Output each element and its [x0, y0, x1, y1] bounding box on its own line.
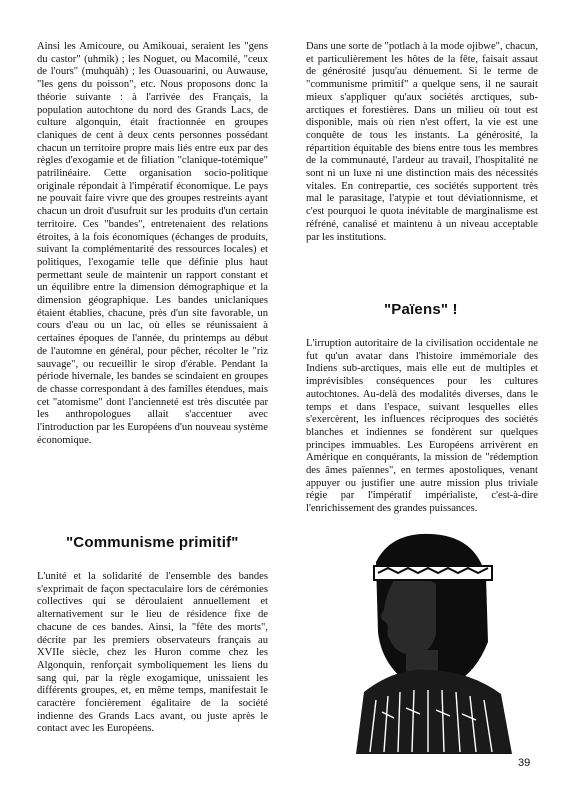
- left-column-text: [37, 41, 268, 448]
- paiens-paragraph: [306, 338, 538, 516]
- section-heading-paiens: "Païens" !: [384, 301, 458, 318]
- communisme-paragraph: [37, 571, 268, 736]
- body-paragraph: L'irruption autoritaire de la civilisation occidentale ne fut qu'un avatar dans l'histoire immémoriale des Indiens sub-arctiques, mais elle eut de multiples et imprévisibles conséquences pour les cultures autochtones. Au-delà des modalités diverses, dans le temps et dans l'espace, suivant lesquelles elles s'exercèrent, les influences réciproques des sociétés blanches et indiennes se fondèrent sur quelques principes immuables. Les Européens arrivèrent en Amérique en conquérants, la mission de "rédemption des âmes païennes", en termes apostoliques, venant appuyer ou justifier une autre mission plus triviale régie par l'impératif impérialiste, c'est-à-dire l'enrichissement des grandes puissances.: [306, 338, 538, 515]
- portrait-illustration: [336, 522, 522, 754]
- headband-shape: [374, 566, 492, 580]
- right-column-text: [306, 41, 538, 244]
- body-paragraph: Dans une sorte de "potlach à la mode ojibwe", chacun, et particulièrement les hôtes de la fête, faisait assaut de générosité jusqu'au dénuement. Si le terme de "communisme primitif" a quelque sens, il ne saurait mieux s'appliquer qu'aux sociétés arctiques, sub-arctiques et forestières. Dans un milieu où tout est disponible, mais où rien n'est offert, la vie est une conquête de tous les instants. La générosité, la répartition équitable des biens entre tous les membres de la communauté, l'ardeur au travail, l'hospitalité ne sont ni un luxe ni une distinction mais des nécessités vitales. En contrepartie, ces sociétés supportent très mal le parasitage, l'atypie et tout déviationnisme, et c'est pourquoi le quota inévitable de marginalisme est réfréné, canalisé et maintenu à un niveau acceptable par les institutions.: [306, 41, 538, 243]
- neck-shape: [406, 650, 438, 672]
- body-paragraph: L'unité et la solidarité de l'ensemble des bandes s'exprimait de façon spectaculaire lors de cérémonies collectives qui se déroulaient annuellement et alternativement sur le lieu de résidence fixe de chacune de ces bandes. Ainsi, la "fête des morts", décrite par les premiers observateurs français au XVIIe siècle, chez les Huron comme chez les Algonquin, renforçait symboliquement les liens du sang qui, par la règle exogamique, unissaient les différents groupes, et, en même temps, manifestait le caractère foncièrement égalitaire de la société indienne des Grands Lacs avant, ou juste après le contact avec les Européens.: [37, 571, 268, 735]
- page-number: 39: [518, 757, 531, 769]
- section-heading-communisme: "Communisme primitif": [66, 534, 239, 551]
- garment-shape: [356, 670, 512, 754]
- body-paragraph: Ainsi les Amicoure, ou Amikouai, seraient les "gens du castor" (uhmik) ; les Noguet, ou Macomilé, "ceux de l'ours" (muhquàh) ; les Ouasouarini, ou Auwause, "les gens du poisson", etc. Nous proposons donc la théorie suivante : à l'arrivée des Français, la population autochtone du nord des Grands Lacs, de culture algonquin, était fractionnée en groupes claniques de cent à deux cents personnes possédant chacun un territoire propre mais liés entre eux par des règles d'exogamie et de filiation "clanique-totémique" patrilinéaire. Cette organisation socio-politique originale répondait à l'impératif économique. Le pays ne pouvait faire vivre que des groupes restreints ayant chacun un droit d'usufruit sur les produits d'un certain territoire. Ces "bandes", entretenaient des relations étroites, à la fois économiques (échanges de produits, suivant la complémentarité des ressources locales) et politiques, l'exogamie telle que définie plus haut permettant seule de maintenir un rapport constant et un équilibre entre la dimension démographique et la dimension géographique. Les bandes uniclaniques étaient établies, chacune, près d'un site favorable, un cours d'eau ou un lac, où elles se réunissaient à certaines époques de l'année, du printemps au début de l'automne en général, pour pêcher, récolter le "riz sauvage", ou recueillir le sirop d'érable. Pendant la période hivernale, les bandes se scindaient en groupes de chasse correspondant à des familles étendues, mais cet "atomisme" dont l'ancienneté est très discutée par les anthropologues allait s'accentuer avec l'introduction par les Européens d'un nouveau système économique.: [37, 41, 268, 446]
